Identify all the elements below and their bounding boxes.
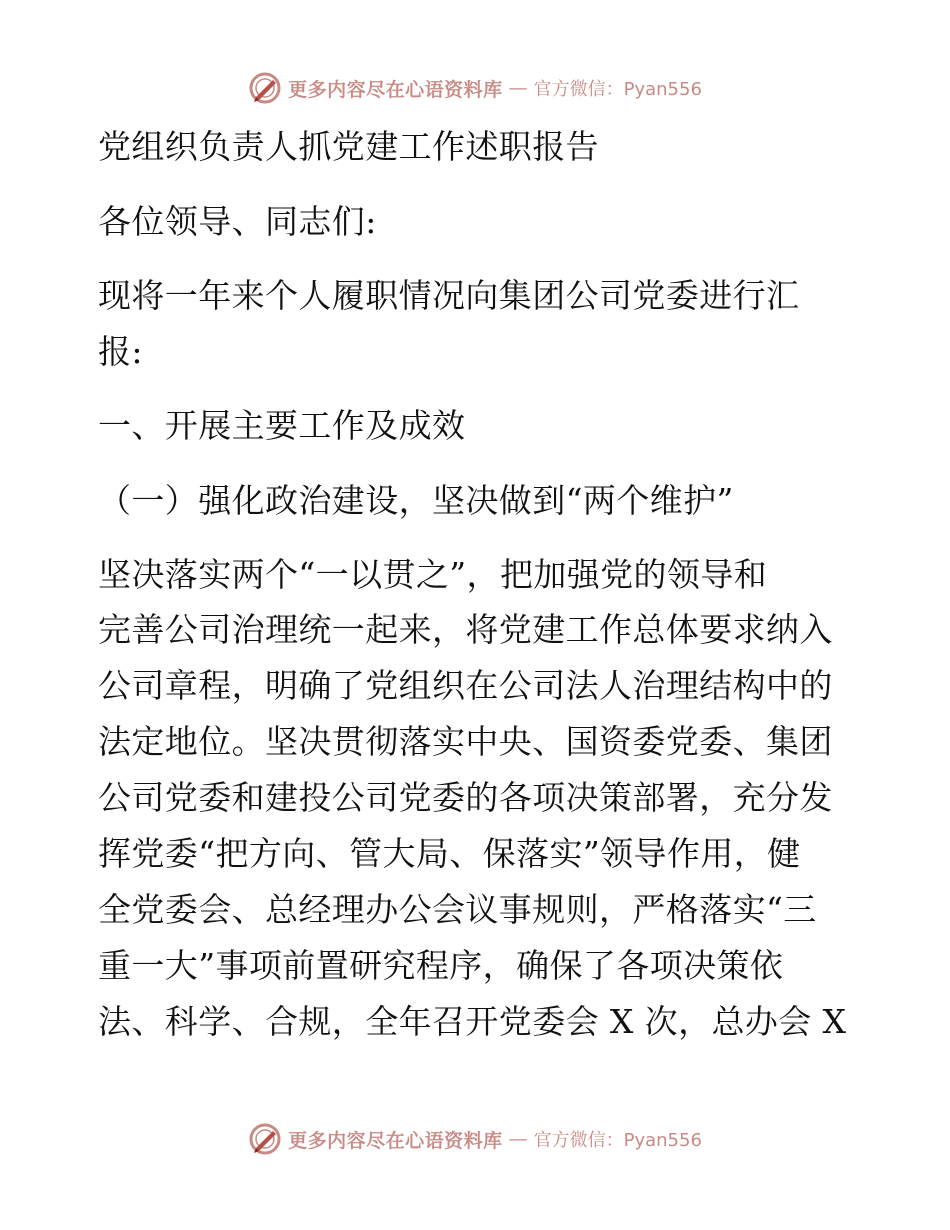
subsection-heading: （一）强化政治建设，坚决做到“两个维护” xyxy=(98,481,734,520)
body-line: 公司党委和建投公司党委的各项决策部署，充分发 xyxy=(98,778,833,817)
watermark-banner-bottom xyxy=(0,1121,950,1157)
watermark-wechat-text: 官方微信：Pyan556 xyxy=(533,1130,702,1151)
greeting: 各位领导、同志们: xyxy=(98,202,377,241)
body-line: 法、科学、合规，全年召开党委会 X 次，总办会 X xyxy=(98,1002,847,1041)
watermark-main-text: 更多内容尽在心语资料库 xyxy=(288,78,503,101)
pen-seal-logo-icon xyxy=(248,1122,282,1156)
pen-seal-logo-icon xyxy=(248,71,282,105)
document-title: 党组织负责人抓党建工作述职报告 xyxy=(98,127,599,166)
body-line: 公司章程，明确了党组织在公司法人治理结构中的 xyxy=(98,666,833,705)
body-line: 挥党委“把方向、管大局、保落实”领导作用，健 xyxy=(98,834,801,873)
body-line: 完善公司治理统一起来，将党建工作总体要求纳入 xyxy=(98,610,833,649)
watermark-banner-top xyxy=(0,70,950,106)
intro-line: 现将一年来个人履职情况向集团公司党委进行汇 xyxy=(98,276,800,315)
watermark-wechat-text: 官方微信：Pyan556 xyxy=(533,79,702,100)
body-line: 重一大”事项前置研究程序，确保了各项决策依 xyxy=(98,946,784,985)
watermark-main-text: 更多内容尽在心语资料库 xyxy=(288,1129,503,1152)
body-line: 法定地位。坚决贯彻落实中央、国资委党委、集团 xyxy=(98,722,833,761)
body-line: 全党委会、总经理办公会议事规则，严格落实“三 xyxy=(98,890,817,929)
intro-line: 报: xyxy=(98,332,143,371)
section-heading: 一、开展主要工作及成效 xyxy=(98,406,466,445)
watermark-separator: — xyxy=(508,77,528,99)
watermark-separator: — xyxy=(508,1128,528,1150)
body-line: 坚决落实两个“一以贯之”，把加强党的领导和 xyxy=(98,555,768,594)
